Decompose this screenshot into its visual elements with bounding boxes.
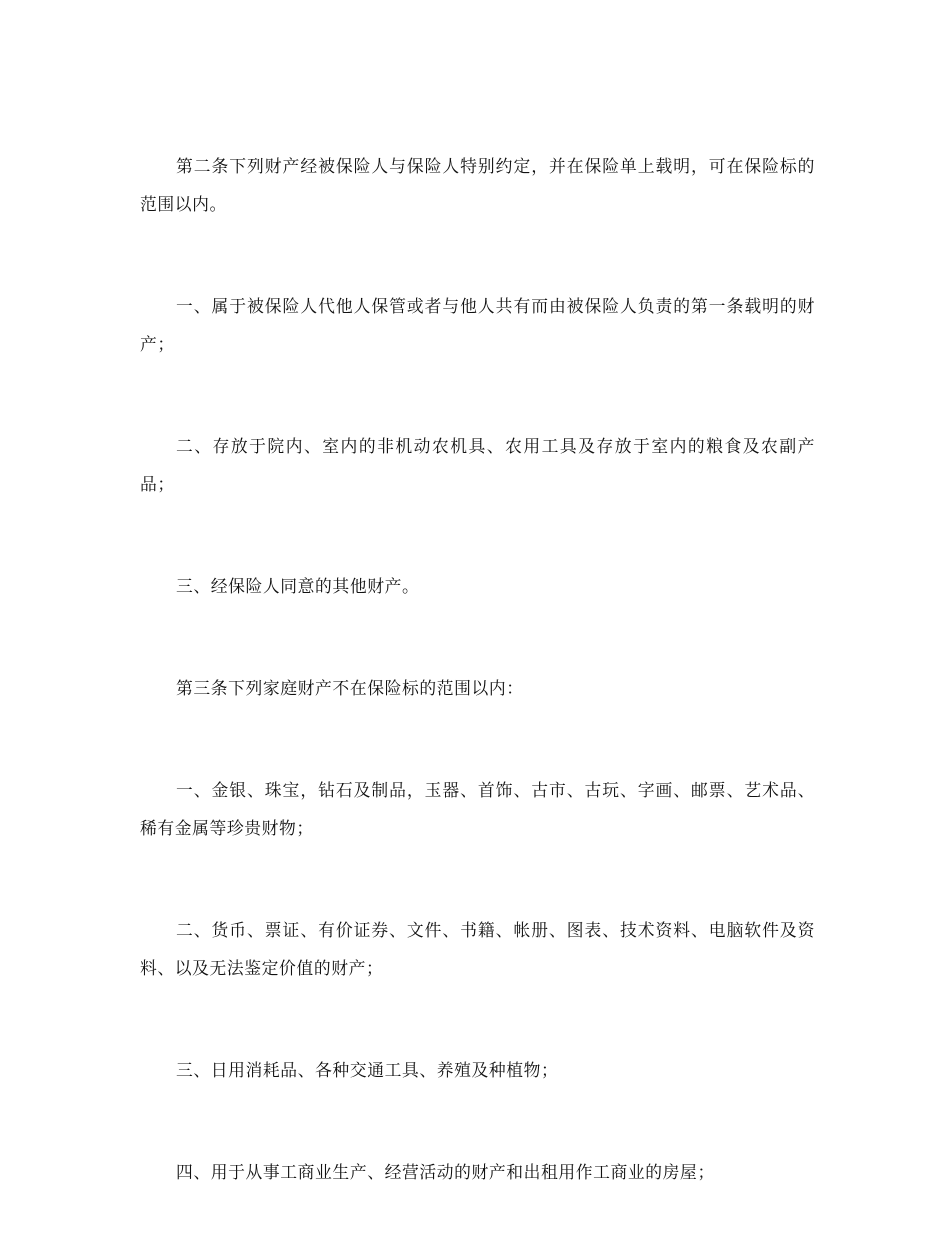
paragraph-article-3-item-2: 二、货币、票证、有价证券、文件、书籍、帐册、图表、技术资料、电脑软件及资料、以及无法鉴定价值的财产； <box>140 920 815 978</box>
paragraph-article-3-item-3: 三、日用消耗品、各种交通工具、养殖及种植物； <box>176 1060 559 1080</box>
paragraph-article-2-item-3: 三、经保险人同意的其他财产。 <box>176 576 420 596</box>
paragraph-article-2-item-1: 一、属于被保险人代他人保管或者与他人共有而由被保险人负责的第一条载明的财产； <box>140 296 815 354</box>
paragraph-article-3: 第三条下列家庭财产不在保险标的范围以内： <box>176 678 524 698</box>
document-body <box>140 147 815 1255</box>
paragraph-article-3-item-1: 一、金银、珠宝，钻石及制品，玉器、首饰、古市、古玩、字画、邮票、艺术品、稀有金属等珍贵财物； <box>140 780 815 838</box>
paragraph-article-3-item-4: 四、用于从事工商业生产、经营活动的财产和出租用作工商业的房屋； <box>176 1162 715 1182</box>
paragraph-article-2-item-2: 二、存放于院内、室内的非机动农机具、农用工具及存放于室内的粮食及农副产品； <box>140 436 815 494</box>
paragraph-article-2: 第二条下列财产经被保险人与保险人特别约定，并在保险单上载明，可在保险标的范围以内。 <box>140 156 815 214</box>
